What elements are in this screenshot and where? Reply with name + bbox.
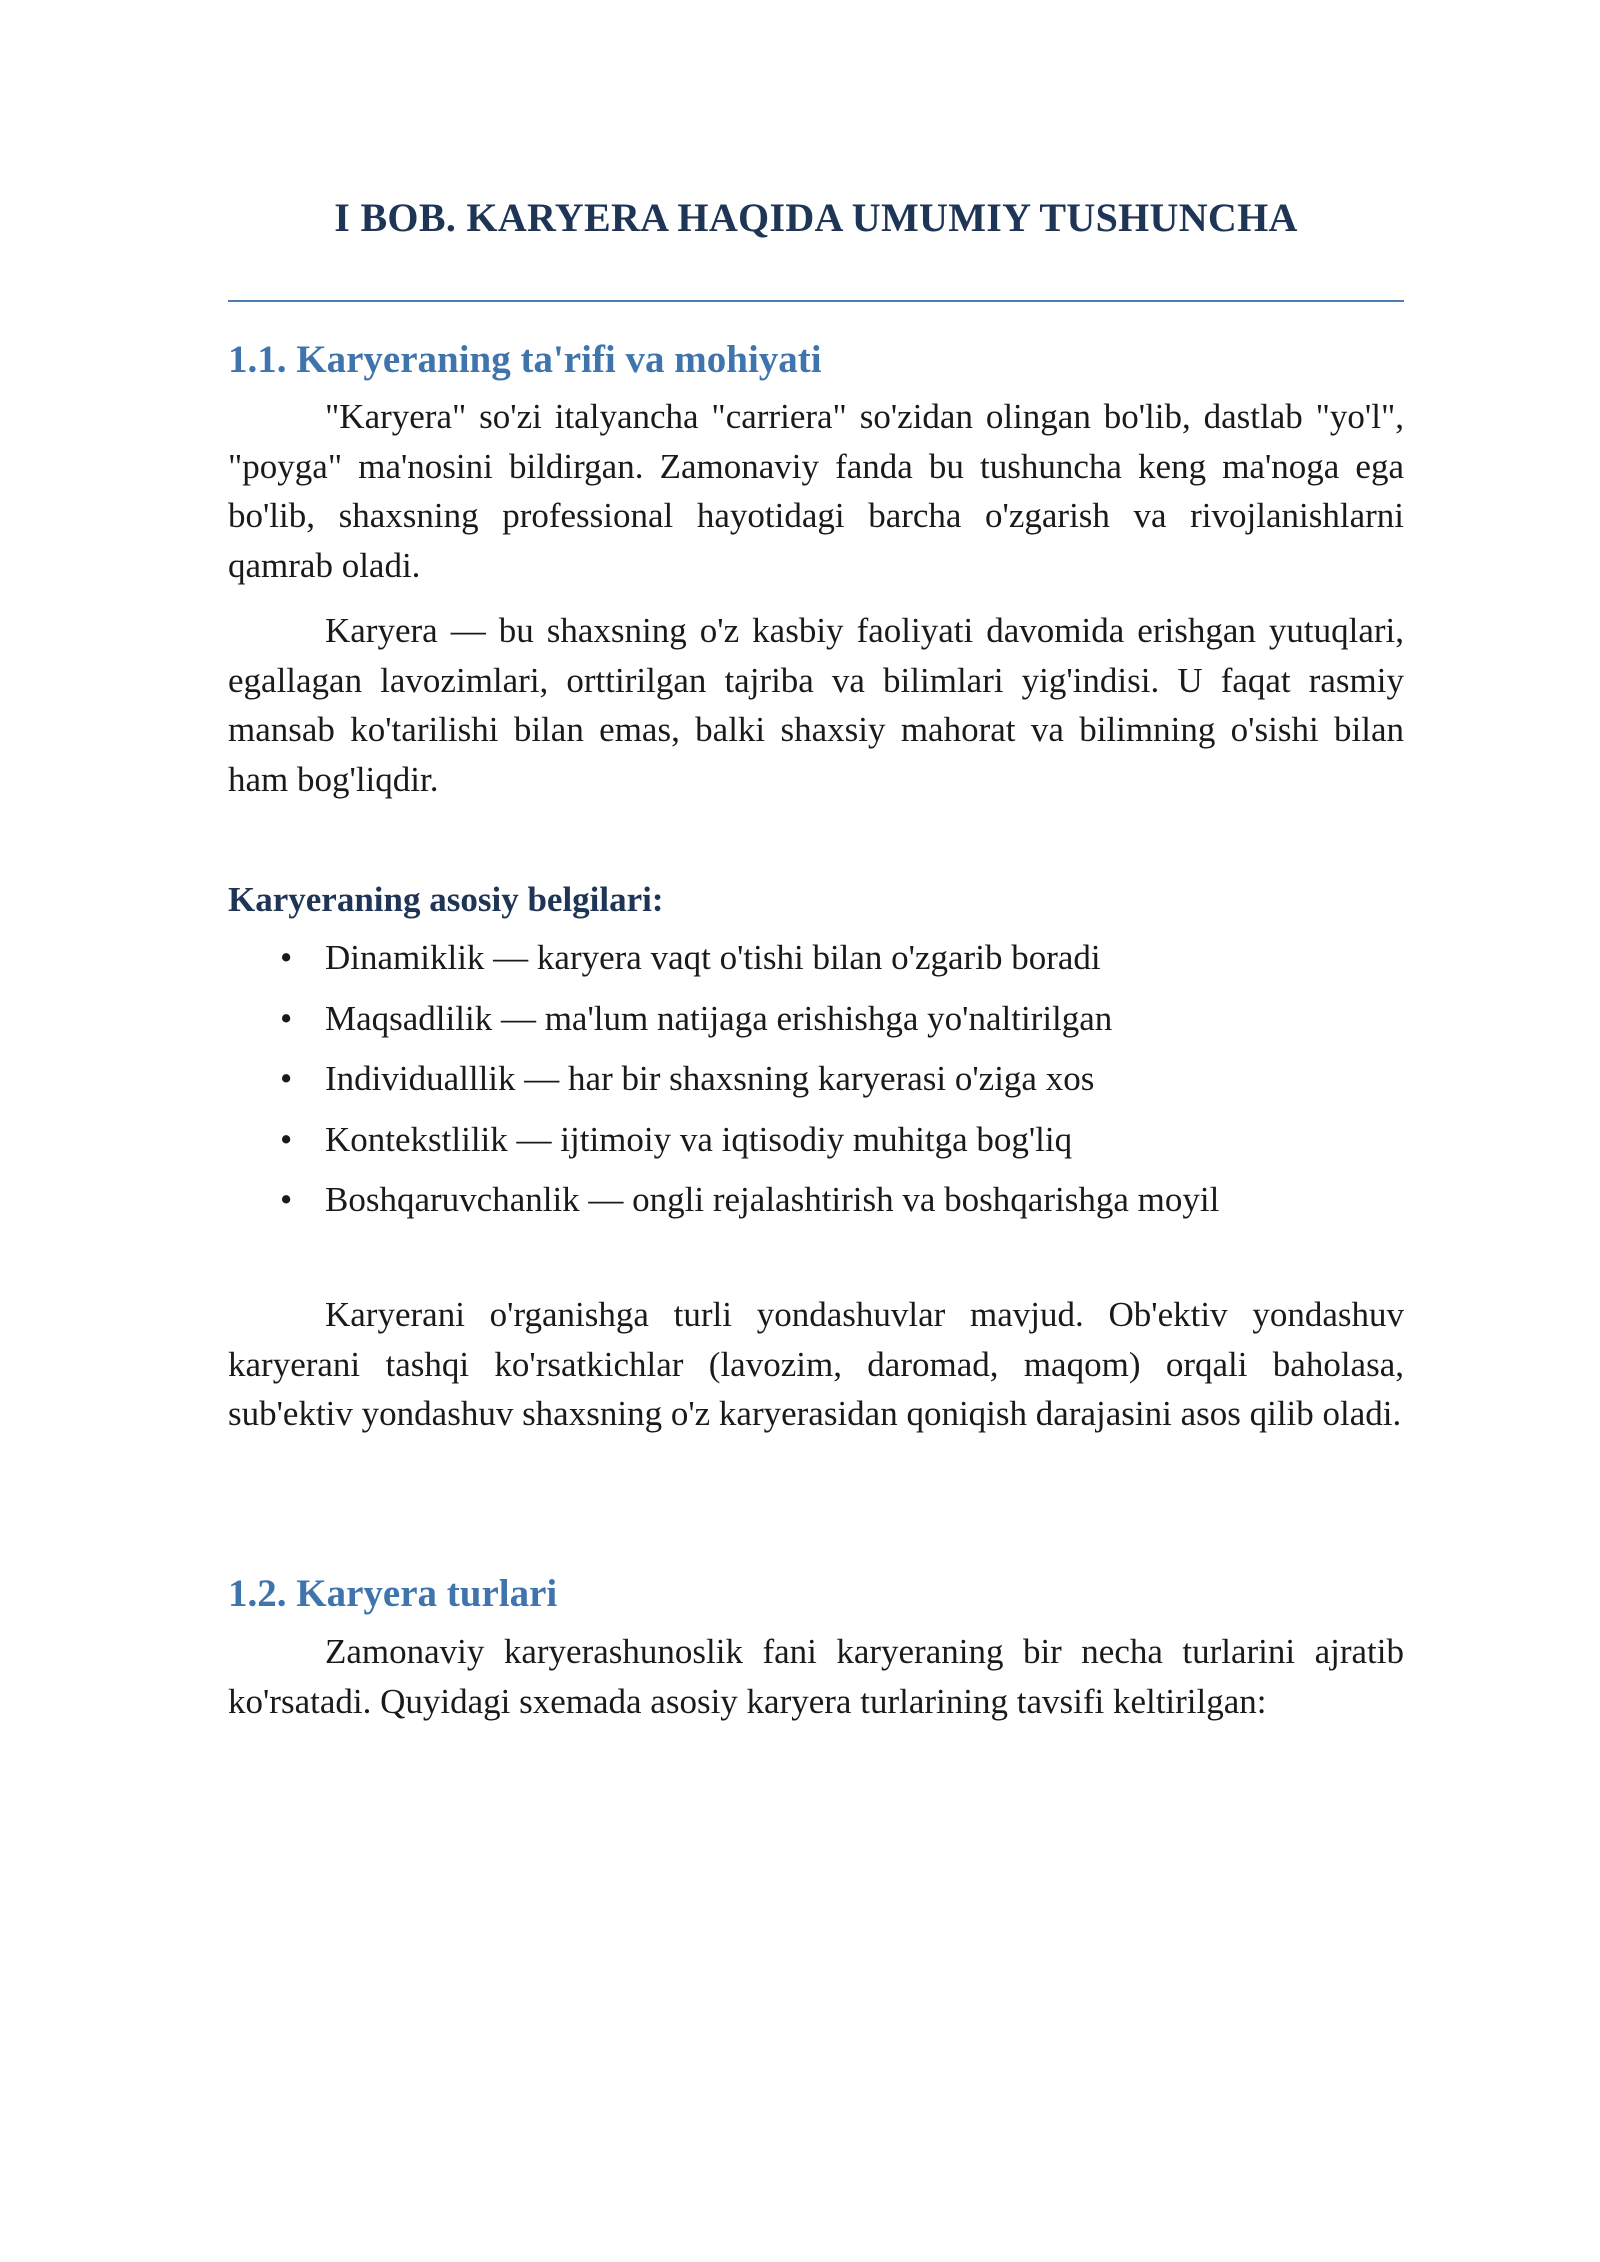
list-item <box>228 1055 1219 1116</box>
features-list <box>228 934 1219 1237</box>
list-item <box>228 1176 1219 1237</box>
bullet-icon: • <box>280 938 293 977</box>
section-1-heading: 1.1. Karyeraning ta'rifi va mohiyati <box>228 338 822 381</box>
list-item-text: Individualllik — har bir shaxsning karyerasi o'ziga xos <box>325 1059 1095 1098</box>
section-2-paragraph: Zamonaviy karyerashunoslik fani karyeraning bir necha turlarini ajratib ko'rsatadi. Quyidagi sxemada asosiy karyera turlarining tavsifi keltirilgan: <box>228 1632 1404 1721</box>
list-item-text: Boshqaruvchanlik — ongli rejalashtirish va boshqarishga moyil <box>325 1180 1220 1219</box>
list-item <box>228 995 1219 1056</box>
section-1-paragraph-2: Karyera — bu shaxsning o'z kasbiy faoliyati davomida erishgan yutuqlari, egallagan lavozimlari, orttirilgan tajriba va bilimlari yig'indisi. U faqat rasmiy mansab ko'tarilishi bilan emas, balki shaxsiy mahorat va bilimning o'sishi bilan ham bog'liqdir. <box>228 611 1404 799</box>
list-item-text: Maqsadlilik — ma'lum natijaga erishishga yo'naltirilgan <box>325 998 1113 1038</box>
bullet-icon: • <box>280 998 293 1038</box>
bullet-icon: • <box>280 1180 293 1219</box>
title-divider <box>228 300 1404 302</box>
list-item-text: Dinamiklik — karyera vaqt o'tishi bilan o'zgarib boradi <box>325 938 1101 977</box>
bullet-icon: • <box>280 1059 293 1098</box>
section-1-closing-paragraph: Karyerani o'rganishga turli yondashuvlar mavjud. Ob'ektiv yondashuv karyerani tashqi ko'rsatkichlar (lavozim, daromad, maqom) orqali baholasa, sub'ektiv yondashuv shaxsning o'z karyerasidan qoniqish darajasini asos qilib oladi. <box>228 1295 1404 1433</box>
list-item <box>228 1116 1219 1177</box>
bullet-icon: • <box>280 1119 293 1159</box>
list-item <box>228 934 1219 995</box>
features-heading: Karyeraning asosiy belgilari: <box>228 880 664 919</box>
chapter-title: I BOB. KARYERA HAQIDA UMUMIY TUSHUNCHA <box>334 195 1298 240</box>
section-1-paragraph-1: "Karyera" so'zi italyancha "carriera" so'zidan olingan bo'lib, dastlab "yo'l", "poyga" ma'nosini bildirgan. Zamonaviy fanda bu tushuncha keng ma'noga ega bo'lib, shaxsning professional hayotidagi barcha o'zgarish va rivojlanishlarni qamrab oladi. <box>228 397 1404 585</box>
list-item-text: Kontekstlilik — ijtimoiy va iqtisodiy muhitga bog'liq <box>325 1119 1073 1159</box>
section-2-heading: 1.2. Karyera turlari <box>228 1572 558 1615</box>
